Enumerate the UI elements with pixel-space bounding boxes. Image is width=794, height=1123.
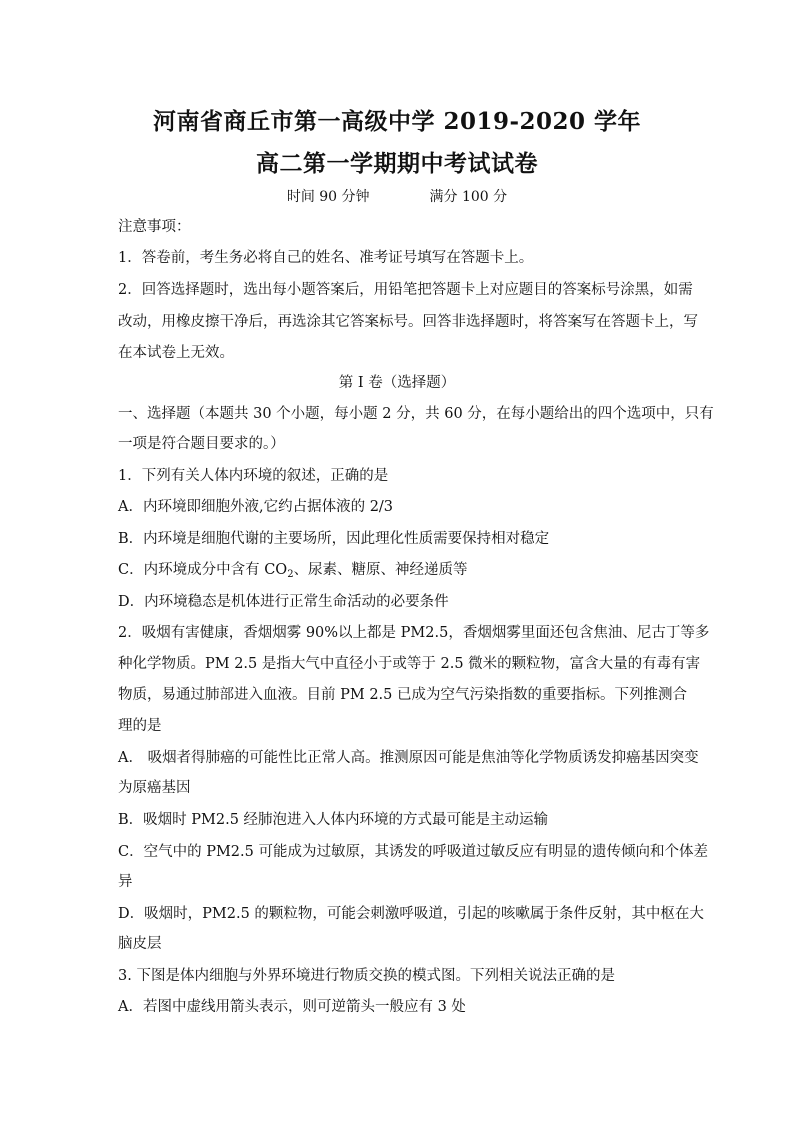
q3-stem: 3. 下图是体内细胞与外界环境进行物质交换的模式图。下列相关说法正确的是 xyxy=(118,968,615,984)
q1-option-c-sub: 2 xyxy=(287,569,294,580)
q2-stem-line4: 理的是 xyxy=(118,718,162,734)
q1-option-c-pre: C．内环境成分中含有 CO xyxy=(118,562,288,578)
notice-heading: 注意事项： xyxy=(118,219,191,235)
section-intro-line2: 一项是符合题目要求的。） xyxy=(118,436,285,452)
q2-stem-line2: 种化学物质。PM 2.5 是指大气中直径小于或等于 2.5 微米的颗粒物，富含大量的有毒有害 xyxy=(118,656,701,672)
q1-option-b: B．内环境是细胞代谢的主要场所，因此理化性质需要保持相对稳定 xyxy=(118,531,550,547)
q1-stem: 1．下列有关人体内环境的叙述，正确的是 xyxy=(118,468,389,484)
q1-option-a: A．内环境即细胞外液,它约占据体液的 2/3 xyxy=(118,499,394,515)
notice-item-1: 1．答卷前，考生务必将自己的姓名、准考证号填写在答题卡上。 xyxy=(118,250,534,266)
q2-option-a-line2: 为原癌基因 xyxy=(118,780,191,796)
section-intro-line1: 一、选择题（本题共 30 个小题，每小题 2 分，共 60 分，在每小题给出的四个选项中，只有 xyxy=(118,406,714,422)
q1-option-d: D．内环境稳态是机体进行正常生命活动的必要条件 xyxy=(118,594,449,610)
exam-title-line2: 高二第一学期期中考试试卷 xyxy=(256,150,538,177)
q2-option-c-line1: C．空气中的 PM2.5 可能成为过敏原，其诱发的呼吸道过敏反应有明显的遗传倾向和个体差 xyxy=(118,844,708,860)
notice-item-2-line3: 在本试卷上无效。 xyxy=(118,345,234,361)
exam-title-line1: 河南省商丘市第一高级中学 2019-2020 学年 xyxy=(152,108,642,135)
exam-score: 满分 100 分 xyxy=(429,189,508,205)
q1-option-c xyxy=(118,560,678,585)
q2-stem-line1: 2．吸烟有害健康，香烟烟雾 90%以上都是 PM2.5，香烟烟雾里面还包含焦油、尼古丁等多 xyxy=(118,625,710,641)
section-title: 第 I 卷（选择题） xyxy=(338,375,456,391)
notice-item-2-line2: 改动，用橡皮擦干净后，再选涂其它答案标号。回答非选择题时，将答案写在答题卡上，写 xyxy=(118,314,698,330)
q2-stem-line3: 物质，易通过肺部进入血液。目前 PM 2.5 已成为空气污染指数的重要指标。下列推测合 xyxy=(118,687,687,703)
q2-option-d-line2: 脑皮层 xyxy=(118,936,162,952)
q3-option-a: A．若图中虚线用箭头表示，则可逆箭头一般应有 3 处 xyxy=(118,999,466,1015)
q2-option-c-line2: 异 xyxy=(118,874,133,890)
q2-option-d-line1: D．吸烟时，PM2.5 的颗粒物，可能会刺激呼吸道，引起的咳嗽属于条件反射，其中枢在大 xyxy=(118,906,704,922)
exam-meta xyxy=(0,186,794,206)
exam-time: 时间 90 分钟 xyxy=(286,189,370,205)
notice-item-2-line1: 2．回答选择题时，选出每小题答案后，用铅笔把答题卡上对应题目的答案标号涂黑，如需 xyxy=(118,282,693,298)
q2-option-b: B．吸烟时 PM2.5 经肺泡进入人体内环境的方式最可能是主动运输 xyxy=(118,812,549,828)
q2-option-a-line1: A． 吸烟者得肺癌的可能性比正常人高。推测原因可能是焦油等化学物质诱发抑癌基因突变 xyxy=(118,750,699,766)
q1-option-c-post: 、尿素、糖原、神经递质等 xyxy=(293,562,468,578)
